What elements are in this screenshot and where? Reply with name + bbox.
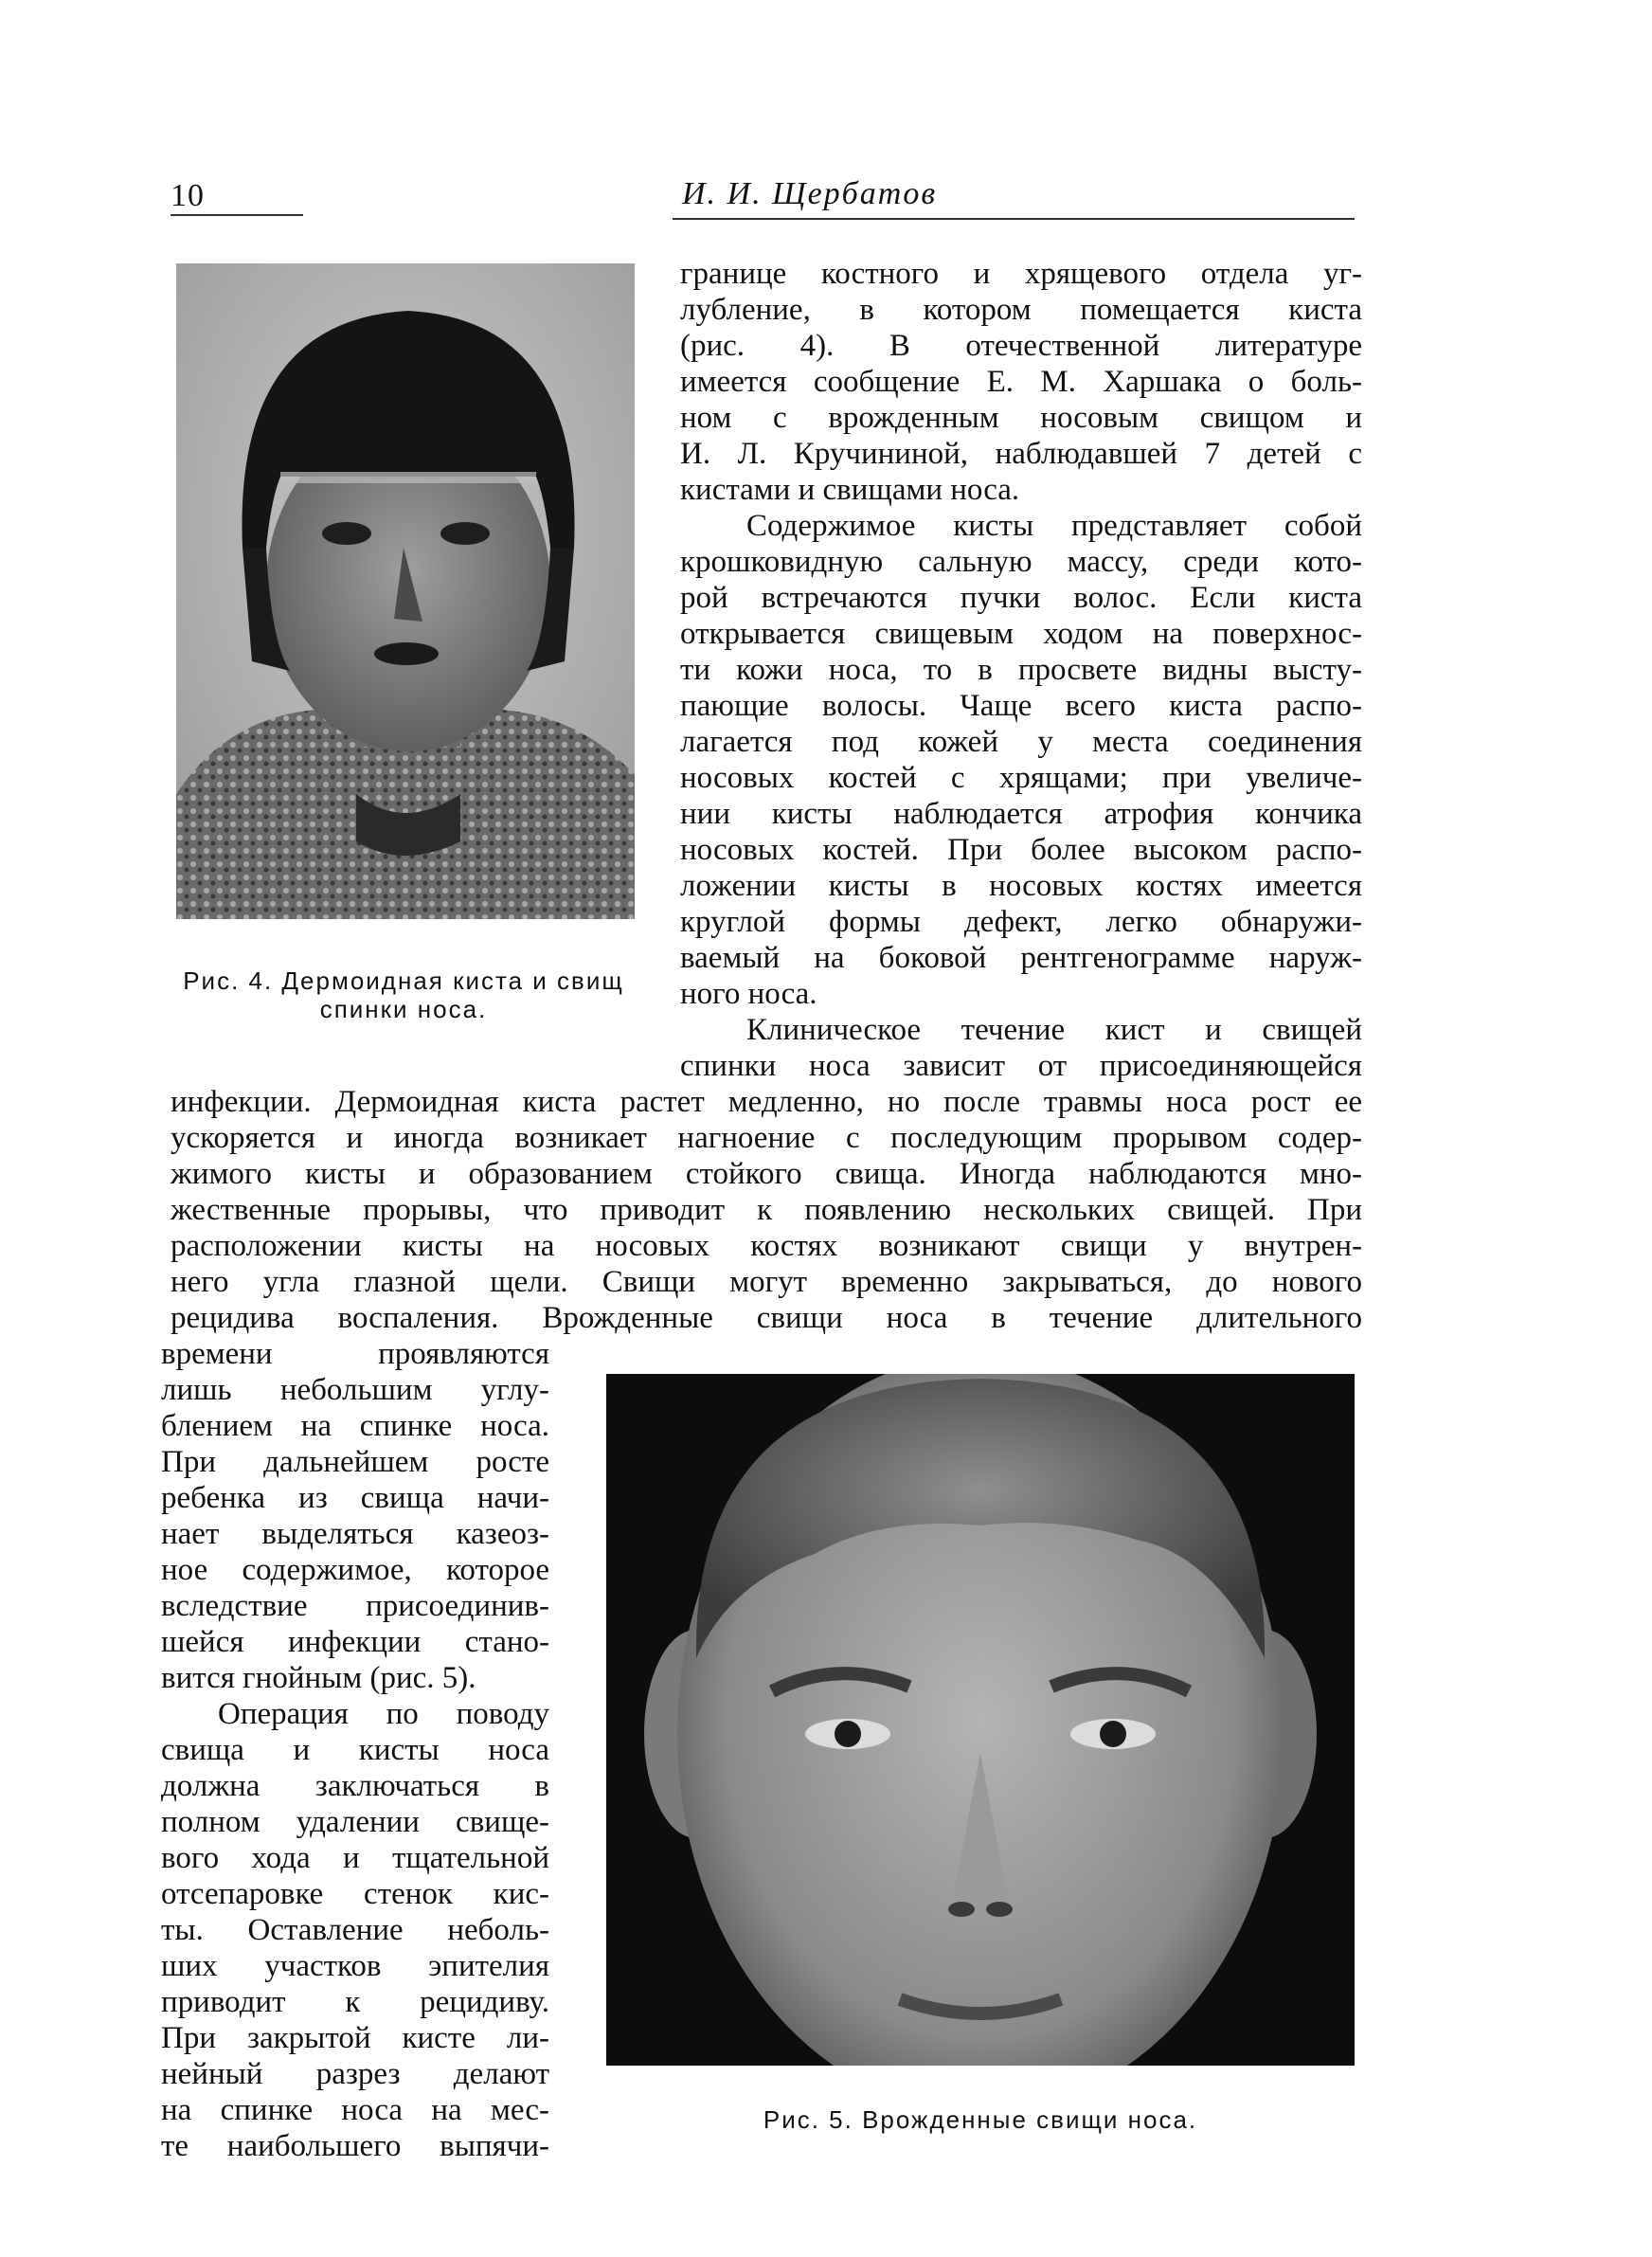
text-line: Операция по поводу <box>218 1697 549 1731</box>
text-line: рой встречаются пучки волос. Если киста <box>680 581 1362 615</box>
text-line: ложении кисты в носовых костях имеется <box>680 869 1362 903</box>
text-line: При дальнейшем росте <box>161 1445 549 1479</box>
text-line: на спинке носа на мес- <box>161 2093 549 2127</box>
text-line: носовых костей с хрящами; при увеличе- <box>680 761 1362 795</box>
text-line: блением на спинке носа. <box>161 1409 549 1443</box>
text-line: лишь небольшим углу- <box>161 1373 549 1407</box>
text-line: него угла глазной щели. Свищи могут временно закрываться, до нового <box>171 1265 1362 1299</box>
text-line: жественные прорывы, что приводит к появлению нескольких свищей. При <box>171 1193 1362 1227</box>
text-line: И. Л. Кручининой, наблюдавшей 7 детей с <box>680 437 1362 471</box>
text-line: ваемый на боковой рентгенограмме наруж- <box>680 941 1362 975</box>
text-line: лагается под кожей у места соединения <box>680 725 1362 759</box>
page-number: 10 <box>171 178 205 213</box>
text-line: жимого кисты и образованием стойкого свища. Иногда наблюдаются мно- <box>171 1157 1362 1191</box>
text-line: отсепаровке стенок кис- <box>161 1877 549 1911</box>
text-line: границе костного и хрящевого отдела уг- <box>680 257 1362 291</box>
text-line: лубление, в котором помещается киста <box>680 293 1362 327</box>
figure-4-photo <box>176 263 635 919</box>
text-line: имеется сообщение Е. М. Харшака о боль- <box>680 365 1362 399</box>
text-line: ного носа. <box>680 977 817 1011</box>
text-line: ших участков эпителия <box>161 1949 549 1983</box>
figure-4-caption-line-1: Рис. 4. Дермоидная киста и свищ <box>183 966 624 995</box>
header-rule <box>673 218 1355 220</box>
text-line: должна заключаться в <box>161 1769 549 1803</box>
text-line: ребенка из свища начи- <box>161 1481 549 1515</box>
text-line: вследствие присоединив- <box>161 1589 549 1623</box>
text-line: носовых костей. При более высоком распо- <box>680 833 1362 867</box>
text-line: При закрытой кисте ли- <box>161 2021 549 2055</box>
text-line: свища и кисты носа <box>161 1733 549 1767</box>
text-line: нейный разрез делают <box>161 2057 549 2091</box>
text-line: ное содержимое, которое <box>161 1553 549 1587</box>
text-line: приводит к рецидиву. <box>161 1985 549 2019</box>
figure-5-photo <box>606 1374 1355 2066</box>
text-line: те наибольшего выпячи- <box>161 2129 549 2163</box>
text-line: шейся инфекции стано- <box>161 1625 549 1659</box>
text-line: нает выделяться казеоз- <box>161 1517 549 1551</box>
text-line: пающие волосы. Чаще всего киста распо- <box>680 689 1362 723</box>
text-line: вится гнойным (рис. 5). <box>161 1661 476 1695</box>
text-line: инфекции. Дермоидная киста растет медленно, но после травмы носа рост ее <box>171 1085 1362 1119</box>
text-line: спинки носа зависит от присоединяющейся <box>680 1049 1362 1083</box>
text-line: Клиническое течение кист и свищей <box>746 1013 1362 1047</box>
text-line: круглой формы дефект, легко обнаружи- <box>680 905 1362 939</box>
text-line: кистами и свищами носа. <box>680 473 1020 507</box>
figure-4-caption-line-2: спинки носа. <box>319 995 488 1023</box>
text-line: Содержимое кисты представляет собой <box>746 509 1362 543</box>
text-line: рецидива воспаления. Врожденные свищи носа в течение длительного <box>171 1301 1362 1335</box>
running-head-author: И. И. Щербатов <box>682 176 938 211</box>
figure-5-caption: Рис. 5. Врожденные свищи носа. <box>763 2105 1198 2134</box>
text-line: ти кожи носа, то в просвете видны высту- <box>680 653 1362 687</box>
text-line: ускоряется и иногда возникает нагноение с последующим прорывом содер- <box>171 1121 1362 1155</box>
text-line: вого хода и тщательной <box>161 1841 549 1875</box>
text-line: расположении кисты на носовых костях возникают свищи у внутрен- <box>171 1229 1362 1263</box>
text-line: полном удалении свище- <box>161 1805 549 1839</box>
text-line: ном с врожденным носовым свищом и <box>680 401 1362 435</box>
text-line: нии кисты наблюдается атрофия кончика <box>680 797 1362 831</box>
text-line: крошковидную сальную массу, среди кото- <box>680 545 1362 579</box>
text-line: (рис. 4). В отечественной литературе <box>680 329 1362 363</box>
text-line: времени проявляются <box>161 1337 549 1371</box>
text-line: ты. Оставление неболь- <box>161 1913 549 1947</box>
header-rule-left <box>171 214 303 216</box>
text-line: открывается свищевым ходом на поверхнос- <box>680 617 1362 651</box>
